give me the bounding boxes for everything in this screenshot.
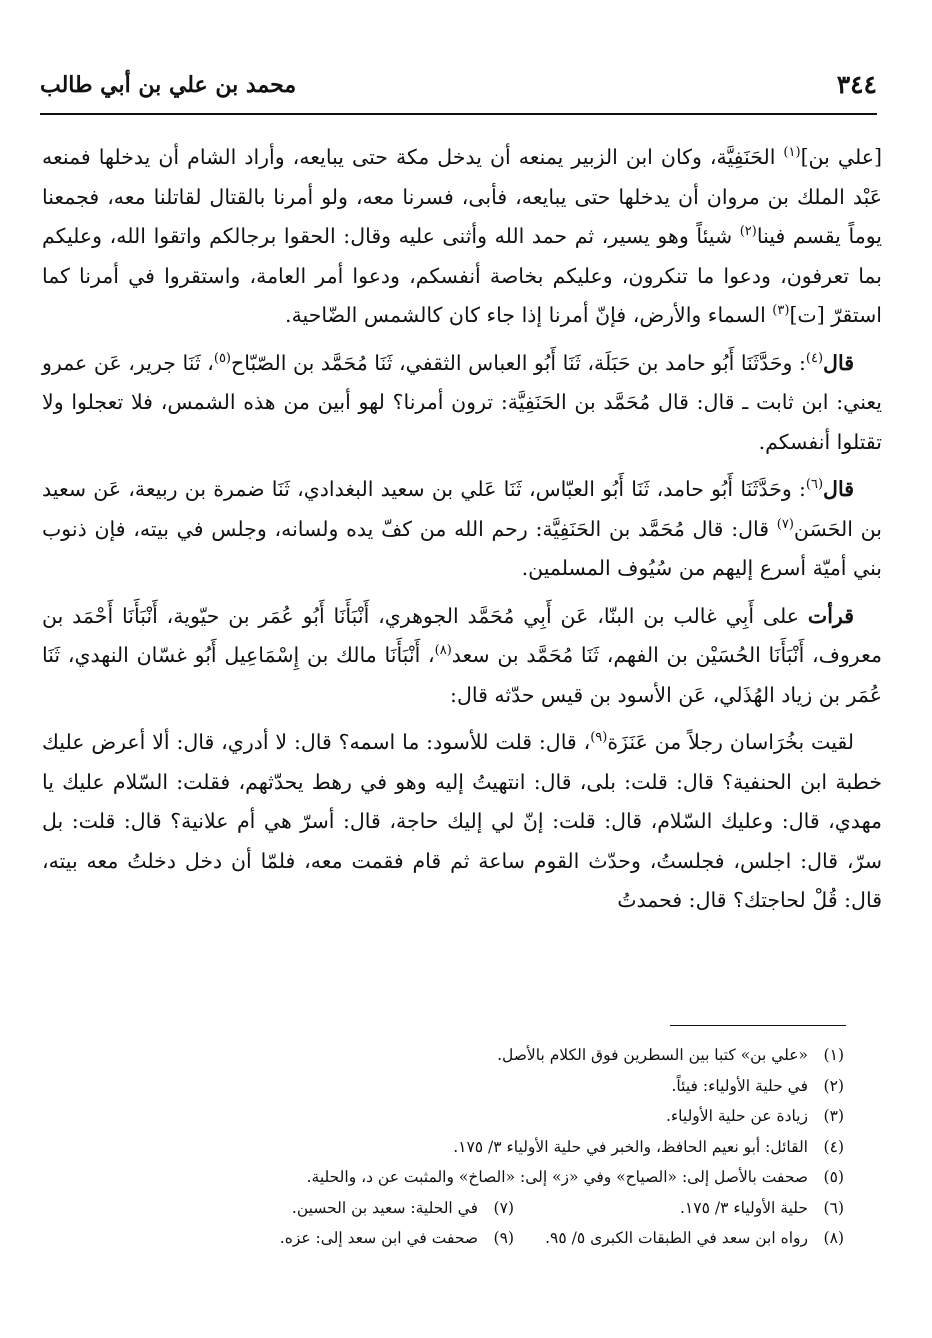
paragraph-1 — [42, 138, 882, 336]
footnote-text: القائل: أبو نعيم الحافظ، والخبر في حلية الأولياء ٣/ ١٧٥. — [453, 1137, 808, 1156]
text-segment: قال: قال مُحَمَّد بن الحَنَفِيَّة: رحم الله من كفّ يده ولسانه، وجلس في بيته، فإن ذنوب بني أميّة أسرع إليهم من سُيُوف المسلمين. — [42, 516, 882, 580]
footnote-ref: (٨) — [434, 643, 452, 658]
footnote-8 — [514, 1223, 844, 1254]
footnote-text: حلية الأولياء ٣/ ١٧٥. — [679, 1198, 808, 1217]
footnote-6 — [514, 1193, 844, 1224]
footnote-text: رواه ابن سعد في الطبقات الكبرى ٥/ ٩٥. — [545, 1229, 808, 1247]
text-segment: على أَبِي غالب بن البنّا، عَن أَبِي مُحَمَّد الجوهري، أَنْبَأَنَا أَبُو عُمَر بن حيّوية، أَنْبَأَنَا أَحْمَد بن معروف، أَنْبَأَنَا الحُسَيْن بن الفهم، ثَنَا مُحَمَّد بن سعد — [42, 603, 882, 667]
footnote-text: في حلية الأولياء: فيئاً. — [671, 1076, 808, 1095]
footnote-ref: (٢) — [739, 224, 757, 239]
footnote-ref: (٤) — [805, 350, 824, 366]
footnote-number: (٦) — [823, 1198, 844, 1217]
text-segment: ، ثَنَا جرير، عَن عمرو يعني: ابن ثابت ـ قال: قال مُحَمَّد بن الحَنَفِيَّة: ترون أمرنا؟ لهو أبين من هذه الشمس، فلا تعجلوا ولا تقتلوا أنفسكم. — [42, 350, 882, 454]
footnote-ref: (٣) — [772, 303, 790, 318]
paragraph-4 — [42, 597, 882, 716]
footnote-number: (٧) — [493, 1198, 514, 1217]
page-header — [40, 66, 877, 106]
footnote-4 — [453, 1132, 844, 1163]
paragraph-3 — [42, 470, 882, 589]
footnote-number: (٥) — [823, 1168, 844, 1186]
footnote-2 — [672, 1071, 845, 1102]
text-segment: ، قال: قلت للأسود: ما اسمه؟ قال: لا أدري، قال: ألا أعرض عليك خطبة ابن الحنفية؟ قال: قلت: بلى، قال: انتهيتُ إليه وهو في رهط يحدّثهم، فقلت: السّلام عليك يا مهدي، قال: وعليك السّلام، قال: قلت: إنّ لي إليك حاجة، قال: أسرّ هي أم علانية؟ قال: قلت: بل سرّ، قال: اجلس، فجلستُ، وحدّث القوم ساعة ثم قام فقمت معه، فلمّا أن دخل دخلتُ معه بيته، قال: قُلْ لحاجتك؟ قال: فحمدتُ — [42, 730, 882, 912]
footnote-row — [40, 1223, 844, 1254]
text-segment: شيئاً وهو يسير، ثم حمد الله وأثنى عليه وقال: الحقوا برجالكم واتقوا الله، وعليكم بما تعرفون، ودعوا ما تنكرون، وعليكم بخاصة أنفسكم، ودعوا أمر العامة، واستقروا في أمرنا كما استقرّ [ت] — [42, 224, 882, 327]
footnote-number: (٨) — [823, 1229, 844, 1247]
footnote-text: زيادة عن حلية الأولياء. — [665, 1107, 808, 1125]
footnote-text: صحفت في ابن سعد إلى: عزه. — [279, 1229, 478, 1247]
text-segment: لقيت بخُرَاسان رجلاً من عَنَزَة — [607, 730, 854, 754]
footnote-number: (٩) — [493, 1229, 514, 1247]
paragraph-lead: قرأت — [807, 603, 854, 628]
text-segment: : وحَدَّثَنَا أَبُو حامد، ثَنَا أَبُو العبّاس، ثَنَا عَلي بن سعيد البغدادي، ثَنَا ضمرة بن ربيعة، عَن سعيد بن الحَسَن — [42, 477, 882, 541]
footnote-3 — [666, 1101, 844, 1132]
footnote-text: صحفت بالأصل إلى: «الصياح» وفي «ز» إلى: «الصاخ» والمثبت عن د، والحلية. — [306, 1168, 808, 1186]
footnote-row — [40, 1132, 844, 1163]
text-segment: الحَنَفِيَّة، وكان ابن الزبير يمنعه أن يدخل مكة حتى يبايعه، وأراد الشام أن يدخلها فمنعه عَبْد الملك بن مروان أن يدخلها حتى يبايعه، فأبى، فسرنا معه، ولو أمرنا بالقتال لقاتلنا معه، فجمعنا يوماً يقسم فينا — [42, 145, 882, 248]
footnote-separator — [670, 1025, 846, 1026]
footnote-ref: (٦) — [805, 477, 824, 492]
footnote-text: في الحلية: سعيد بن الحسين. — [291, 1198, 478, 1217]
paragraph-lead: قال — [823, 477, 854, 501]
footnote-5 — [307, 1162, 844, 1193]
footnote-number: (١) — [823, 1046, 844, 1064]
footnote-row — [40, 1101, 844, 1132]
footnotes — [40, 1040, 844, 1254]
footnote-ref: (٩) — [590, 730, 608, 745]
footnote-number: (٣) — [823, 1107, 844, 1125]
running-title: محمد بن علي بن أبي طالب — [40, 72, 297, 98]
footnote-row — [40, 1040, 844, 1071]
footnote-row — [40, 1162, 844, 1193]
text-segment: ، أَنْبَأَنَا مالك بن إِسْمَاعِيل أَبُو غسّان النهدي، ثَنَا عُمَر بن زياد الهُذَلي، عَن الأسود بن قيس حدّثه قال: — [42, 643, 882, 707]
paragraph-lead: قال — [823, 350, 854, 375]
main-text — [42, 138, 882, 929]
page-number: ٣٤٤ — [836, 70, 877, 99]
footnote-number: (٢) — [823, 1076, 844, 1095]
footnote-7 — [292, 1193, 514, 1224]
header-rule — [40, 113, 877, 115]
text-segment: : وحَدَّثَنَا أَبُو حامد بن حَبَلَة، ثَنَا أَبُو العباس الثقفي، ثَنَا مُحَمَّد بن الصّبّاح — [231, 350, 806, 375]
footnote-number: (٤) — [823, 1137, 844, 1156]
footnote-9 — [280, 1223, 514, 1254]
text-segment: السماء والأرض، فإنّ أمرنا إذا جاء كان كالشمس الضّاحية. — [285, 303, 773, 327]
text-segment: [علي بن] — [800, 145, 882, 169]
paragraph-2 — [42, 344, 882, 463]
footnote-ref: (٧) — [776, 516, 794, 532]
footnote-row — [40, 1071, 844, 1102]
paragraph-5 — [42, 723, 882, 921]
footnote-ref: (١) — [783, 145, 801, 160]
footnote-ref: (٥) — [213, 350, 231, 366]
footnote-1 — [497, 1040, 844, 1071]
footnote-text: «علي بن» كتبا بين السطرين فوق الكلام بالأصل. — [497, 1046, 808, 1064]
footnote-row — [40, 1193, 844, 1224]
